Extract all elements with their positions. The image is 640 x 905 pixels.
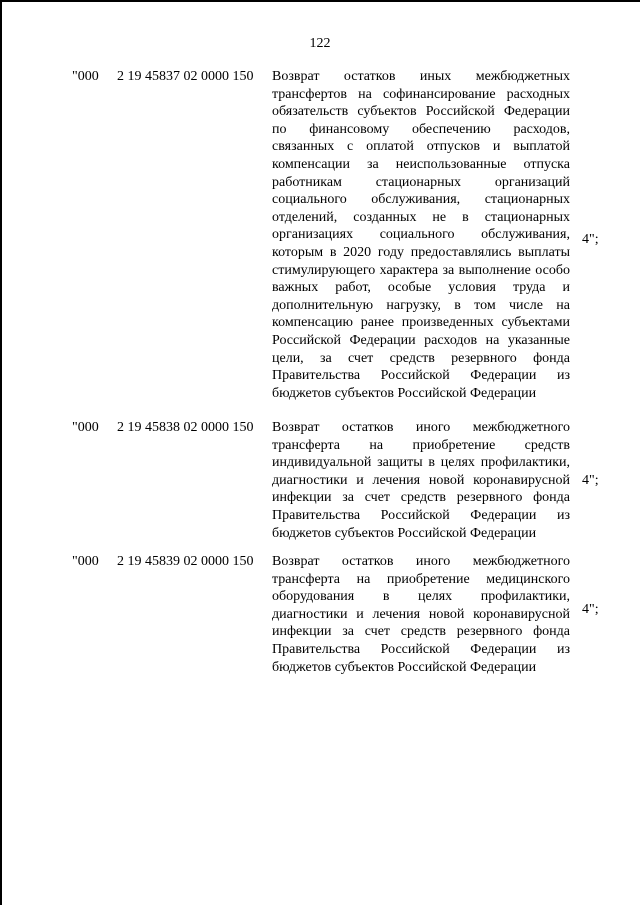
budget-code: 2 19 45837 02 0000 150 bbox=[117, 69, 254, 84]
row-value: 4"; bbox=[582, 473, 599, 488]
row-value: 4"; bbox=[582, 602, 599, 617]
page-number: 122 bbox=[309, 36, 331, 51]
page-border-top bbox=[0, 0, 640, 2]
row-description: Возврат остатков иного межбюджетного трансферта на приобретение средств индивидуальной защиты в целях профилактики, диагностики и лечения новой коронавирусной инфекции за счет средств резервного фонда Правительства Российской Федерации из бюджетов субъектов Российской Федерации bbox=[272, 420, 570, 541]
code-prefix: "000 bbox=[72, 554, 99, 569]
row-description: Возврат остатков иных межбюджетных трансфертов на софинансирование расходных обязательств субъектов Российской Федерации по финансовому обеспечению расходов, связанных с оплатой отпусков и выплатой компенсации за неиспользованные отпуска работникам стационарных организаций социального обслуживания, стационарных отделений, созданных не в стационарных организациях социального обслуживания, которым в 2020 году предоставлялись выплаты стимулирующего характера за выполнение особо важных работ, особые условия труда и дополнительную нагрузку, в том числе на компенсацию ранее произведенных субъектами Российской Федерации расходов на указанные цели, за счет средств резервного фонда Правительства Российской Федерации из бюджетов субъектов Российской Федерации bbox=[272, 69, 570, 401]
code-prefix: "000 bbox=[72, 69, 99, 84]
code-prefix: "000 bbox=[72, 420, 99, 435]
budget-code: 2 19 45839 02 0000 150 bbox=[117, 554, 254, 569]
budget-code: 2 19 45838 02 0000 150 bbox=[117, 420, 254, 435]
page-border-left bbox=[0, 0, 2, 905]
row-description: Возврат остатков иного межбюджетного трансферта на приобретение медицинского оборудования в целях профилактики, диагностики и лечения новой коронавирусной инфекции за счет средств резервного фонда Правительства Российской Федерации из бюджетов субъектов Российской Федерации bbox=[272, 554, 570, 675]
row-value: 4"; bbox=[582, 232, 599, 247]
